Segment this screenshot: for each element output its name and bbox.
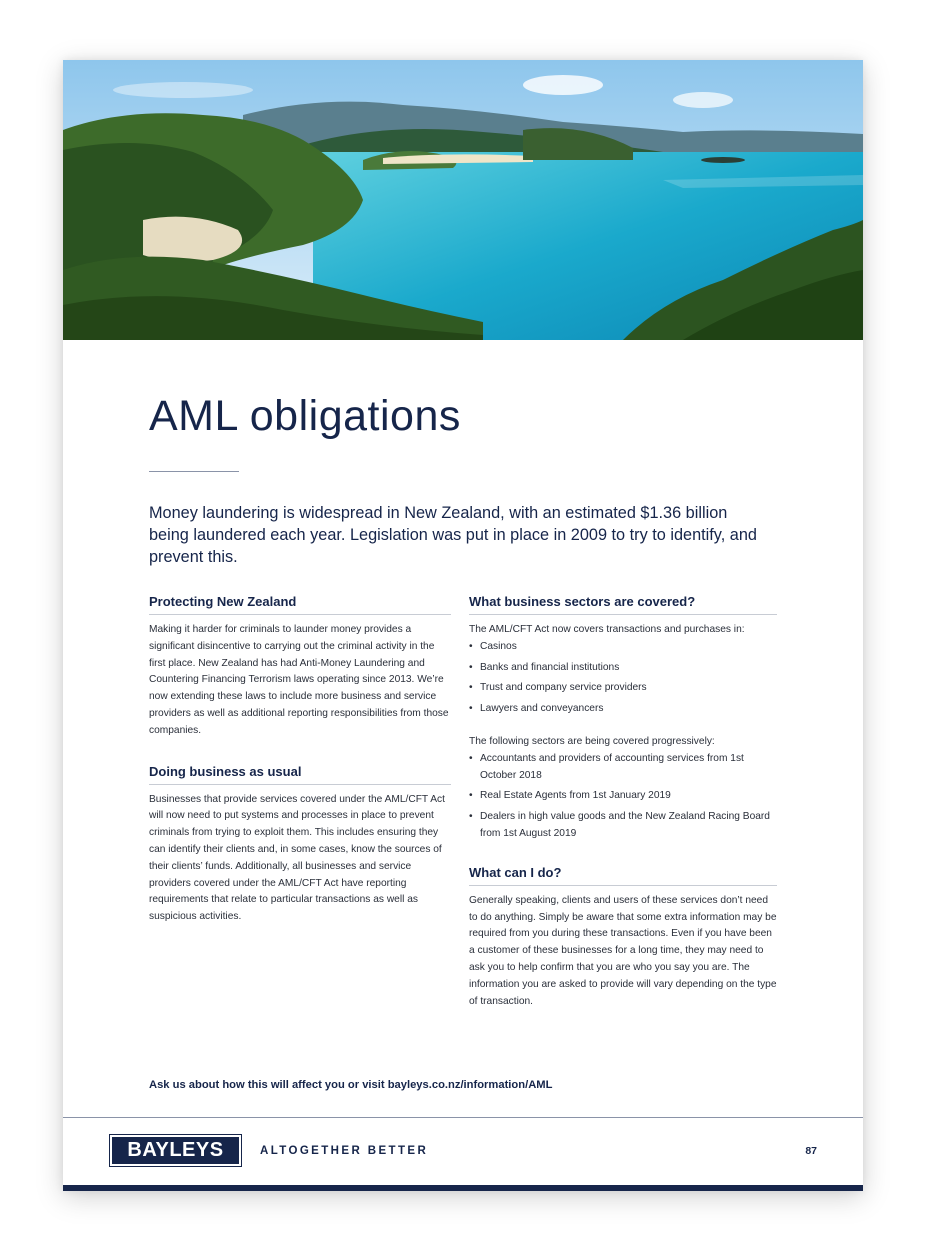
section-doing-business-as-usual <box>149 764 451 926</box>
bullet-icon: • <box>469 661 473 673</box>
bayleys-logo <box>109 1134 242 1167</box>
page-number: 87 <box>805 1145 817 1157</box>
right-column <box>469 594 777 1010</box>
intro-paragraph: Money laundering is widespread in New Zealand, with an estimated $1.36 billion being laundered each year. Legislation was put in place in 2009 to try to identify, and prevent this. <box>149 504 757 566</box>
bullet-icon: • <box>469 811 473 823</box>
logo-wordmark: BAYLEYS <box>112 1137 239 1164</box>
bullet-icon: • <box>469 640 473 652</box>
section-intro: The AML/CFT Act now covers transactions and purchases in: <box>469 624 745 635</box>
section-body: Businesses that provide services covered under the AML/CFT Act will now need to put systems and processes in place to prevent criminals from trying to exploit them. This includes ensuring they can identify their clients and, in some cases, know the sources of their clients’ funds. Additionally, all businesses and service providers covered under the AML/CFT Act have reporting requirements that relate to particular transactions as well as suspicious activities. <box>149 793 445 923</box>
progressive-intro: The following sectors are being covered progressively: <box>469 735 715 747</box>
section-heading: Doing business as usual <box>149 764 451 785</box>
left-column <box>149 594 451 926</box>
list-item: • Trust and company service providers <box>469 680 777 697</box>
bullet-icon: • <box>469 682 473 694</box>
list-item: • Banks and financial institutions <box>469 660 777 677</box>
document-page <box>63 60 863 1191</box>
call-to-action: Ask us about how this will affect you or visit bayleys.co.nz/information/AML <box>149 1079 553 1091</box>
section-heading: Protecting New Zealand <box>149 594 451 615</box>
page-title: AML obligations <box>149 392 461 440</box>
section-what-can-i-do <box>469 865 777 1011</box>
list-item: • Lawyers and conveyancers <box>469 701 777 718</box>
footer-bar <box>63 1185 863 1191</box>
section-protecting-new-zealand <box>149 594 451 740</box>
progressive-sectors-list <box>469 751 777 843</box>
section-body: Making it harder for criminals to launder money provides a significant disincentive to carrying out the criminal activity in the first place. New Zealand has had Anti-Money Laundering and Countering Financing Terrorism laws operating since 2013. We’re now extending these laws to include more business and service providers as well as additional reporting responsibilities from those companies. <box>149 624 449 736</box>
footer-divider <box>63 1117 863 1118</box>
section-business-sectors <box>469 594 777 843</box>
footer-tagline: ALTOGETHER BETTER <box>260 1145 429 1157</box>
title-underline <box>149 471 239 472</box>
section-body: Generally speaking, clients and users of these services don’t need to do anything. Simply be aware that some extra information may be required from you during these transactions. Even if you have been a customer of these businesses for a long time, they may need to ask you to help confirm that you are who you say you are. The information you are asked to provide will vary depending on the type of transaction. <box>469 894 777 1007</box>
bullet-icon: • <box>469 752 473 764</box>
covered-sectors-list <box>469 639 777 718</box>
list-item: • Real Estate Agents from 1st January 2019 <box>469 788 777 805</box>
bullet-icon: • <box>469 790 473 802</box>
section-heading: What business sectors are covered? <box>469 594 777 615</box>
section-heading: What can I do? <box>469 865 777 886</box>
list-item: • Casinos <box>469 639 777 656</box>
bullet-icon: • <box>469 703 473 715</box>
hero-coastline-photo <box>63 60 863 340</box>
list-item: • Dealers in high value goods and the New Zealand Racing Board from 1st August 2019 <box>469 811 770 839</box>
list-item: • Accountants and providers of accounting services from 1st October 2018 <box>469 752 744 781</box>
